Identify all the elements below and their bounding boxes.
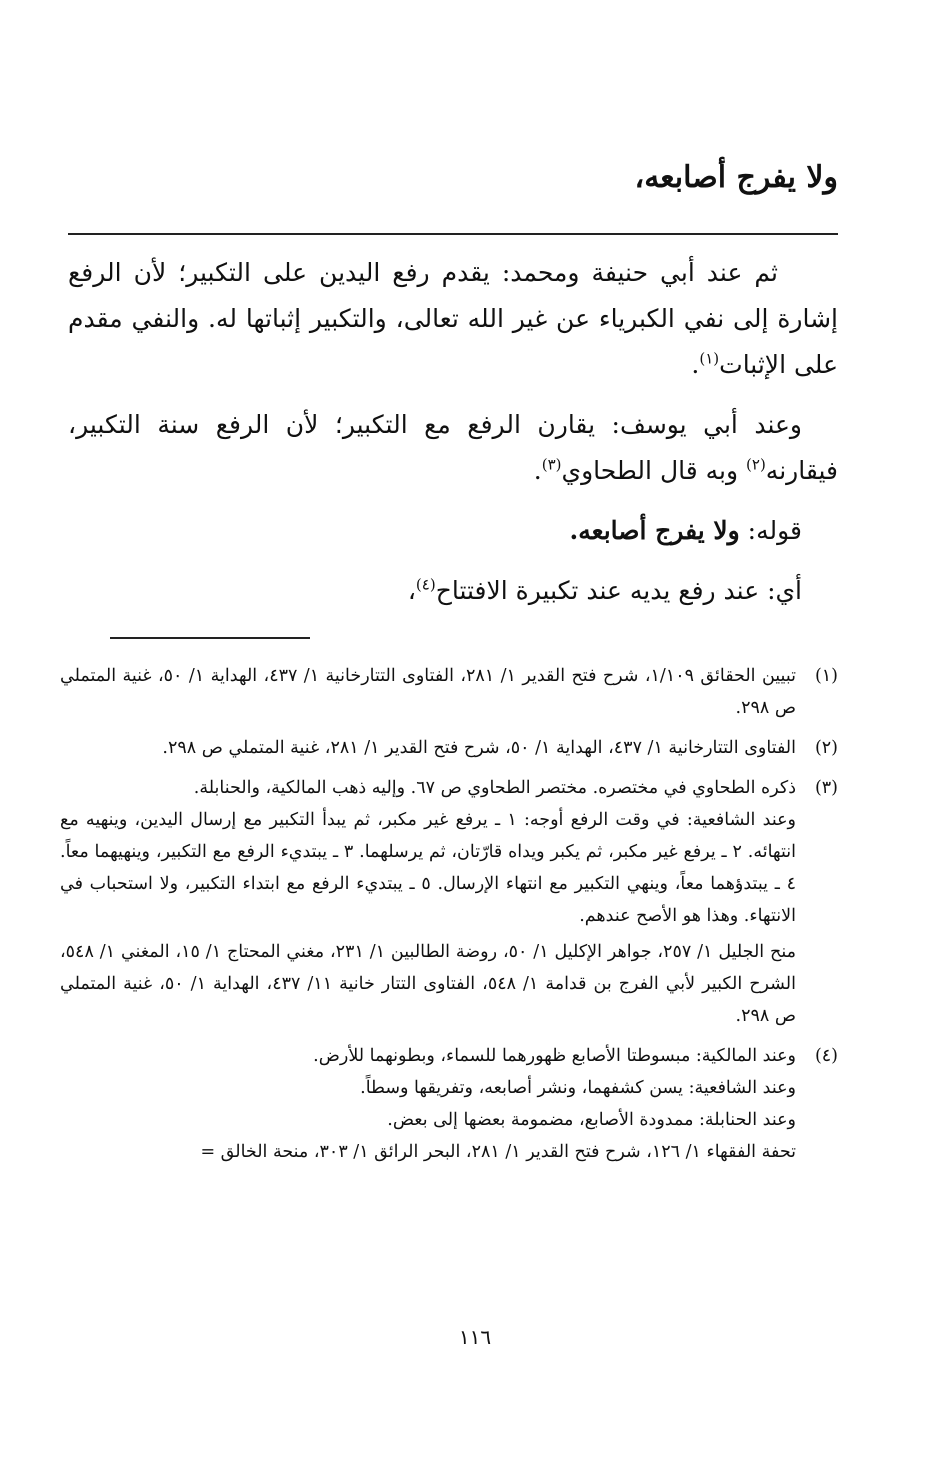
footnote-line: وعند الشافعية: في وقت الرفع أوجه: ١ ـ يرفع غير مكبر، ثم يبدأ التكبير مع إرسال اليدين، وينهيه مع انتهائه. ٢ ـ يرفع غير مكبر، ثم يكبر ويداه قارّتان، ثم يرسلهما. ٣ ـ يبتديء الرفع مع التكبير، وينهيهما معاً. ٤ ـ يبتدؤهما معاً، وينهي التكبير مع انتهاء الإرسال. ٥ ـ يبتديء الرفع مع ابتداء التكبير، ولا استحباب في الانتهاء. وهذا هو الأصح عندهم. (60, 810, 796, 926)
paragraph-quote (68, 508, 838, 554)
paragraph-text: وعند أبي يوسف: يقارن الرفع مع التكبير؛ لأن الرفع سنة التكبير، فيقارنه (68, 410, 838, 485)
footnote-1 (60, 660, 838, 724)
footnote-line: وعند الشافعية: يسن كشفهما، ونشر أصابعه، وتفريقها وسطاً. (360, 1078, 796, 1098)
page-number: ١١٦ (458, 1325, 492, 1349)
paragraph-text: أي: عند رفع يديه عند تكبيرة الافتتاح (435, 576, 802, 605)
footnote-line: منح الجليل ١/ ٢٥٧، جواهر الإكليل ١/ ٥٠، روضة الطالبين ١/ ٢٣١، مغني المحتاج ١/ ١٥، المغني ١/ ٥٤٨، الشرح الكبير لأبي الفرج بن قدامة ١/ ٥٤٨، الفتاوى التتار خانية ١١/ ٤٣٧، الهداية ١/ ٥٠، غنية المتملي ص ٢٩٨. (60, 942, 796, 1026)
header-divider (68, 233, 838, 235)
footnote-number: (٢) (814, 738, 838, 758)
footnote-line: وعند المالكية: مبسوطتا الأصابع ظهورهما للسماء، وبطونهما للأرض. (313, 1046, 796, 1066)
footnote-number: (٤) (814, 1046, 838, 1066)
footnote-ref-4[interactable]: (٤) (415, 575, 436, 594)
paragraph-explanation (68, 568, 838, 614)
footnote-ref-1[interactable]: (١) (699, 349, 720, 368)
footnote-line: تحفة الفقهاء ١/ ١٢٦، شرح فتح القدير ١/ ٢٨١، البحر الرائق ١/ ٣٠٣، منحة الخالق = (200, 1142, 796, 1162)
header-title: ولا يفرج أصابعه، (634, 160, 838, 195)
footnote-3 (60, 772, 838, 1032)
paragraph-end: . (691, 350, 700, 379)
footnote-line: تبيين الحقائق ١/١٠٩، شرح فتح القدير ١/ ٢٨١، الفتاوى التتارخانية ١/ ٤٣٧، الهداية ١/ ٥٠، غنية المتملي ص ٢٩٨. (60, 666, 796, 718)
paragraph-abu-yusuf (68, 402, 838, 494)
footnote-line: الفتاوى التتارخانية ١/ ٤٣٧، الهداية ١/ ٥٠، شرح فتح القدير ١/ ٢٨١، غنية المتملي ص ٢٩٨. (162, 738, 796, 758)
footnote-number: (١) (814, 666, 838, 686)
footnote-line: ذكره الطحاوي في مختصره. مختصر الطحاوي ص ٦٧. وإليه ذهب المالكية، والحنابلة. (193, 778, 796, 798)
footnote-divider (110, 637, 310, 639)
quote-lead: قوله: (739, 516, 802, 545)
quote-text: ولا يفرج أصابعه. (569, 516, 740, 545)
footnote-ref-2[interactable]: (٢) (746, 455, 766, 474)
footnote-2 (60, 732, 838, 764)
paragraph-text: ثم عند أبي حنيفة ومحمد: يقدم رفع اليدين على التكبير؛ لأن الرفع إشارة إلى نفي الكبرياء عن غير الله تعالى، والتكبير إثباتها له. والنفي مقدم على الإثبات (68, 258, 838, 379)
paragraph-end: ، (407, 576, 416, 605)
footnote-number: (٣) (814, 778, 838, 798)
footnote-line: وعند الحنابلة: ممدودة الأصابع، مضمومة بعضها إلى بعض. (387, 1110, 796, 1130)
paragraph-text-mid: وبه قال الطحاوي (561, 456, 747, 485)
paragraph-end: . (533, 456, 542, 485)
paragraph-abu-hanifa (68, 250, 838, 388)
footnote-4 (60, 1040, 838, 1168)
footnote-ref-3[interactable]: (٣) (541, 455, 562, 474)
footnotes (60, 660, 838, 1176)
main-text (68, 250, 838, 628)
